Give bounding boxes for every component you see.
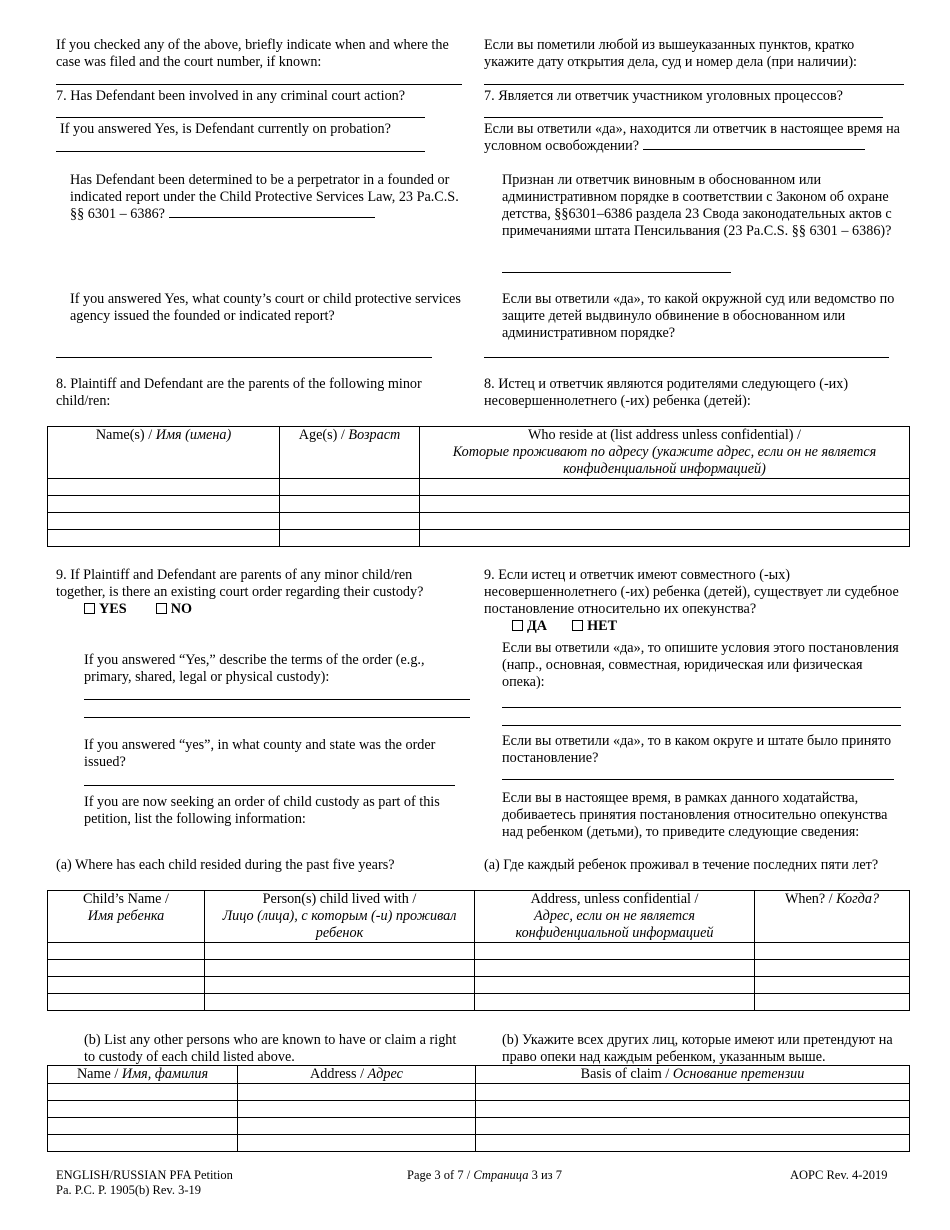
part-a-en: (a) Where has each child resided during the past five years? <box>56 857 395 873</box>
table-row <box>48 1101 910 1118</box>
table-row <box>48 977 910 994</box>
table-row <box>48 960 910 977</box>
table-row <box>48 530 910 547</box>
q9-en-options <box>84 601 192 618</box>
q8-en: 8. Plaintiff and Defendant are the parents of the following minor child/ren: <box>56 376 422 409</box>
q7-perpetrator-en <box>70 172 466 223</box>
q7-perpetrator-ru: Признан ли ответчик виновным в обоснованном или административном порядке в соответствии с Законом об охране детства, §§6301–6386 раздела 23 Свода законодательных актов с примечаниями штата Пенсильвания (23 Pa.C.S. §§ 6301 – 6386)? <box>502 172 892 239</box>
table-row <box>48 1118 910 1135</box>
footer-rule: Pa. P.C. P. 1905(b) Rev. 3-19 <box>56 1183 202 1197</box>
da-checkbox[interactable]: ДА <box>512 618 547 634</box>
col-age: Age(s) / Возраст <box>280 427 420 479</box>
children-table <box>47 426 910 547</box>
prior-cases-ru-line[interactable] <box>484 84 904 85</box>
table-row <box>48 943 910 960</box>
part-b-ru: (b) Укажите всех других лиц, которые имеют или претендуют на право опеки над каждым ребенком, указанным выше. <box>502 1032 893 1065</box>
table-row <box>48 1135 910 1152</box>
col-names: Name(s) / Имя (имена) <box>48 427 280 479</box>
q9-county-ru: Если вы ответили «да», то в каком округе и штате было принято постановление? <box>502 733 892 766</box>
col-person: Person(s) child lived with / Лицо (лица), с которым (-и) проживал ребенок <box>205 891 475 943</box>
part-a-ru: (a) Где каждый ребенок проживал в течение последних пяти лет? <box>484 857 879 873</box>
q9-seeking-ru: Если вы в настоящее время, в рамках данного ходатайства, добиваетесь принятия постановления относительно опекунства над ребенком (детьми), то приведите следующие сведения: <box>502 790 888 840</box>
q7-perpetrator-en-text: Has Defendant been determined to be a perpetrator in a founded or indicated report under the Child Protective Services Law, 23 Pa.C.S. §§ 6301 – 6386? <box>70 172 459 222</box>
q7-ru-line[interactable] <box>484 117 883 118</box>
q9-county-ru-line[interactable] <box>502 779 894 780</box>
table-row <box>48 994 910 1011</box>
q9-en: 9. If Plaintiff and Defendant are parents of any minor child/ren together, is there an existing court order regarding their custody? <box>56 567 424 600</box>
q7-county-en: If you answered Yes, what county’s court or child protective services agency issued the founded or indicated report? <box>70 291 461 324</box>
table-row <box>48 513 910 530</box>
q9-terms-en-line-2[interactable] <box>84 717 470 718</box>
q7-probation-ru-line[interactable] <box>643 138 865 150</box>
q7-probation-ru <box>484 121 904 155</box>
q7-probation-en: If you answered Yes, is Defendant currently on probation? <box>60 121 391 137</box>
col-address: Address, unless confidential / Адрес, если он не является конфиденциальной информацией <box>475 891 755 943</box>
q8-ru: 8. Истец и ответчик являются родителями следующего (-их) несовершеннолетнего (-их) ребенка (детей): <box>484 376 849 409</box>
q9-terms-en-line-1[interactable] <box>84 699 470 700</box>
col-when: When? / Когда? <box>755 891 910 943</box>
table-row <box>48 496 910 513</box>
q7-en: 7. Has Defendant been involved in any criminal court action? <box>56 88 406 104</box>
footer-form-name: ENGLISH/RUSSIAN PFA Petition <box>56 1168 233 1182</box>
q7-county-ru: Если вы ответили «да», то какой окружной суд или ведомство по защите детей выдвинуло обвинение в обоснованном или административном порядке? <box>502 291 895 341</box>
yes-checkbox[interactable]: YES <box>84 601 127 617</box>
q9-terms-ru-line-1[interactable] <box>502 707 901 708</box>
table-row <box>48 479 910 496</box>
prior-cases-en: If you checked any of the above, briefly indicate when and where the case was filed and the court number, if known: <box>56 37 449 70</box>
q7-probation-ru-text: Если вы ответили «да», находится ли ответчик в настоящее время на условном освобождении? <box>484 121 900 154</box>
footer-revision: AOPC Rev. 4-2019 <box>790 1168 888 1182</box>
col-basis: Basis of claim / Основание претензии <box>476 1066 910 1084</box>
q7-perpetrator-en-line[interactable] <box>169 206 375 218</box>
q9-seeking-en: If you are now seeking an order of child custody as part of this petition, list the following information: <box>84 794 440 827</box>
q9-terms-ru: Если вы ответили «да», то опишите условия этого постановления (напр., основная, совместная, юридическая или физическая опека): <box>502 640 899 690</box>
q7-county-ru-line[interactable] <box>484 357 889 358</box>
net-checkbox[interactable]: НЕТ <box>572 618 617 634</box>
q7-ru: 7. Является ли ответчик участником уголовных процессов? <box>484 88 843 104</box>
q9-ru-options <box>512 618 617 635</box>
q9-terms-en: If you answered “Yes,” describe the terms of the order (e.g., primary, shared, legal or physical custody): <box>84 652 425 685</box>
col-claimant-name: Name / Имя, фамилия <box>48 1066 238 1084</box>
part-b-en: (b) List any other persons who are known to have or claim a right to custody of each child listed above. <box>84 1032 457 1065</box>
no-checkbox[interactable]: NO <box>156 601 192 617</box>
prior-cases-en-line[interactable] <box>56 84 462 85</box>
custody-claims-table <box>47 1065 910 1152</box>
table-row <box>48 1084 910 1101</box>
q7-en-line[interactable] <box>56 117 425 118</box>
col-child-name: Child’s Name / Имя ребенка <box>48 891 205 943</box>
residence-table <box>47 890 910 1011</box>
footer-page-number: Page 3 of 7 / Страница 3 из 7 <box>407 1168 562 1182</box>
q7-perpetrator-ru-line[interactable] <box>502 272 731 273</box>
q9-county-en-line[interactable] <box>84 785 455 786</box>
q9-ru: 9. Если истец и ответчик имеют совместного (-ых) несовершеннолетнего (-их) ребенка (детей), существует ли судебное постановление относительно их опекунства? <box>484 567 899 617</box>
q9-county-en: If you answered “yes”, in what county and state was the order issued? <box>84 737 436 770</box>
q7-probation-en-line[interactable] <box>56 151 425 152</box>
q7-county-en-line[interactable] <box>56 357 432 358</box>
q9-terms-ru-line-2[interactable] <box>502 725 901 726</box>
col-claimant-address: Address / Адрес <box>238 1066 476 1084</box>
prior-cases-ru: Если вы пометили любой из вышеуказанных пунктов, кратко укажите дату открытия дела, суд и номер дела (при наличии): <box>484 37 857 70</box>
col-reside: Who reside at (list address unless confidential) / Которые проживают по адресу (укажите адрес, если он не является конфиденциальной информацией) <box>420 427 910 479</box>
